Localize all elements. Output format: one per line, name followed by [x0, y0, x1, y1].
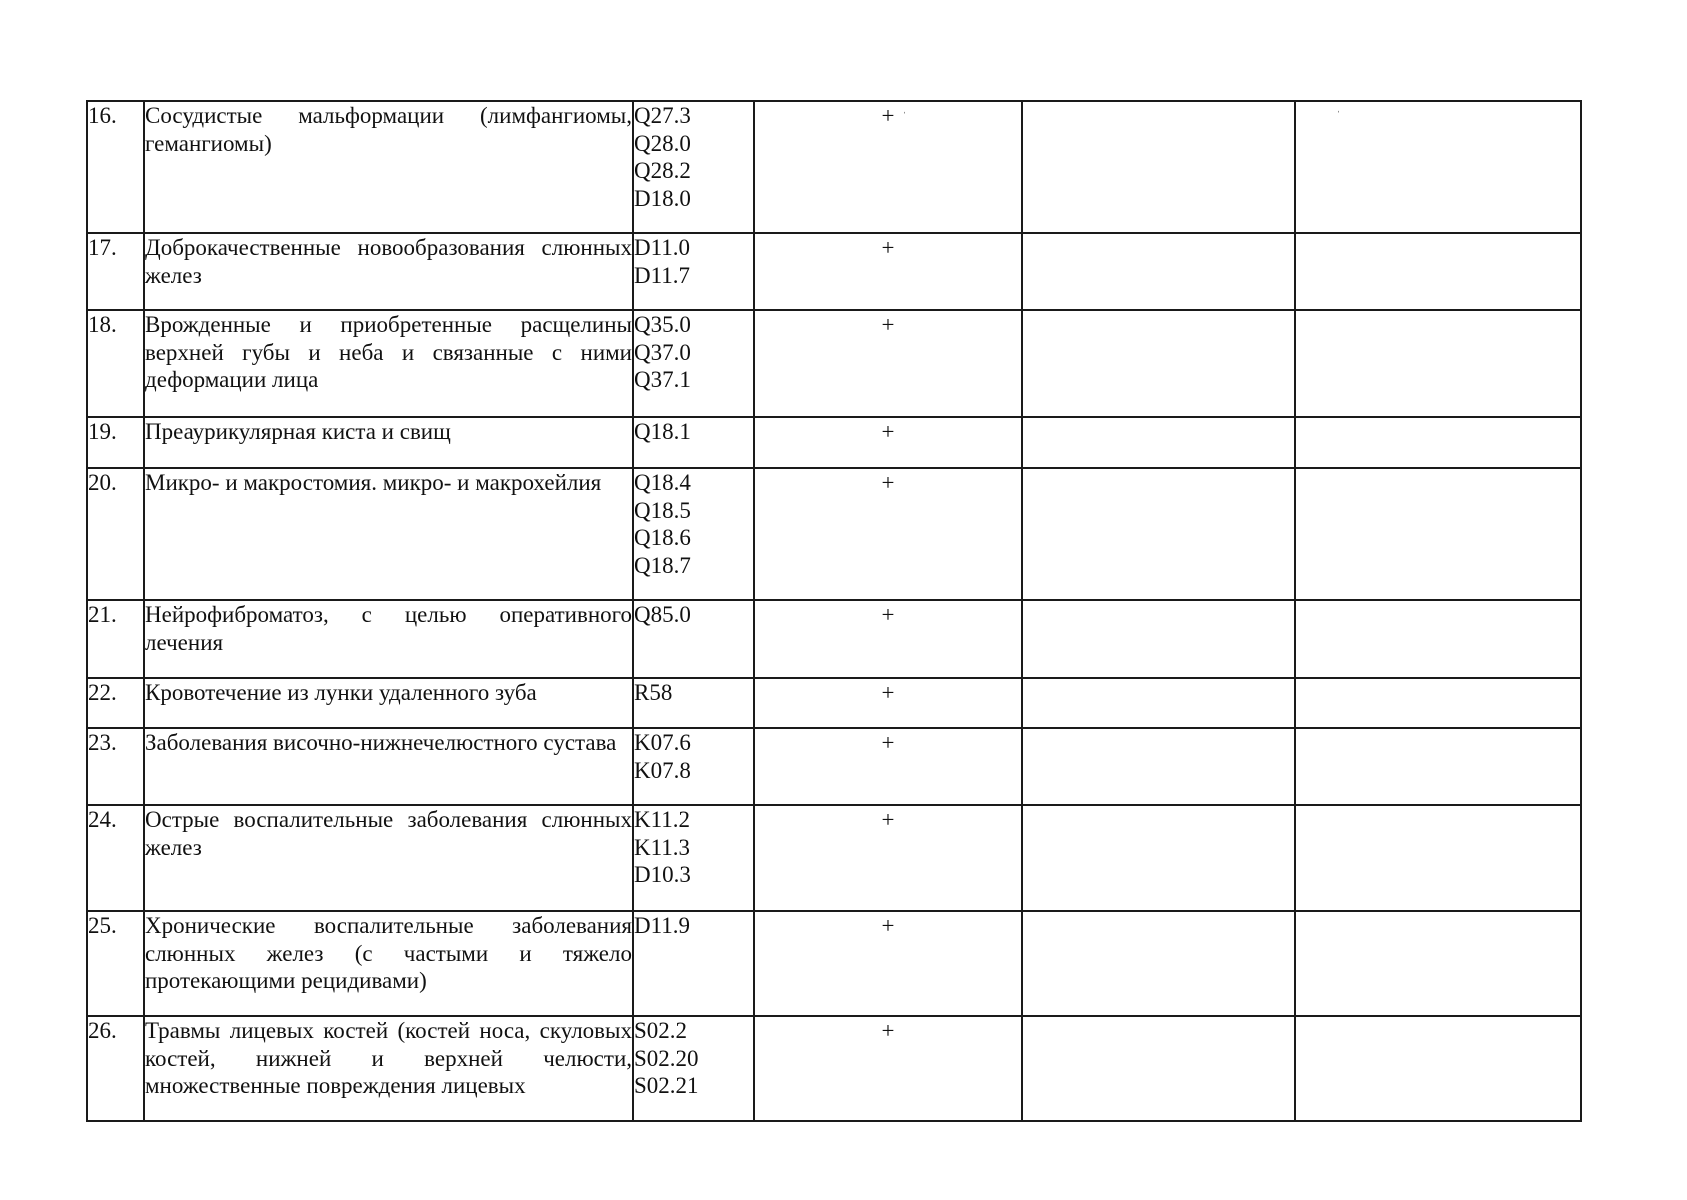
scan-tick-mark: ˈ [1337, 110, 1341, 121]
icd-code: D11.7 [634, 262, 691, 288]
icd-code: Q85.0 [634, 602, 691, 627]
empty-cell [1022, 678, 1295, 728]
empty-cell [1022, 911, 1295, 1016]
icd-code: D11.0 [634, 235, 691, 260]
plus-mark: + [754, 101, 1022, 233]
icd-code: K07.6 [634, 730, 691, 755]
icd-codes [633, 911, 754, 1016]
icd-code: Q35.0 [634, 312, 691, 337]
row-number: 22. [87, 678, 144, 728]
table-row [87, 233, 1581, 310]
diagnosis-name: Кровотечение из лунки удаленного зуба [144, 678, 633, 728]
row-number: 19. [87, 417, 144, 468]
icd-code: Q27.3 [634, 103, 691, 128]
icd-code: Q18.1 [634, 419, 691, 444]
plus-mark: + [754, 728, 1022, 805]
empty-cell [1022, 233, 1295, 310]
plus-mark: + [754, 911, 1022, 1016]
empty-cell [1295, 310, 1581, 417]
icd-codes [633, 678, 754, 728]
empty-cell [1022, 805, 1295, 911]
diagnosis-name: Нейрофиброматоз, с целью оперативного лечения [144, 600, 633, 678]
plus-mark: + [754, 805, 1022, 911]
row-number: 16. [87, 101, 144, 233]
empty-cell [1022, 417, 1295, 468]
table-row [87, 678, 1581, 728]
empty-cell [1295, 728, 1581, 805]
plus-mark: + [754, 417, 1022, 468]
plus-mark: + [754, 600, 1022, 678]
diagnosis-name: Доброкачественные новообразования слюнных желез [144, 233, 633, 310]
icd-code: Q37.1 [634, 367, 691, 392]
empty-cell [1022, 101, 1295, 233]
row-number: 18. [87, 310, 144, 417]
icd-code: Q37.0 [634, 339, 691, 365]
icd-code: S02.2 [634, 1018, 688, 1043]
icd-code: S02.21 [634, 1073, 699, 1098]
diagnosis-table-body [87, 101, 1581, 1121]
icd-codes [633, 805, 754, 911]
diagnosis-name: Острые воспалительные заболевания слюнных желез [144, 805, 633, 911]
table-row [87, 101, 1581, 233]
icd-code: K07.8 [634, 757, 691, 783]
empty-cell [1295, 101, 1581, 233]
icd-codes [633, 1016, 754, 1121]
row-number: 25. [87, 911, 144, 1016]
icd-codes [633, 600, 754, 678]
row-number: 23. [87, 728, 144, 805]
icd-codes [633, 101, 754, 233]
empty-cell [1022, 600, 1295, 678]
table-row [87, 600, 1581, 678]
icd-code: D18.0 [634, 185, 691, 211]
table-row [87, 468, 1581, 600]
plus-mark: + [754, 1016, 1022, 1121]
empty-cell [1022, 468, 1295, 600]
empty-cell [1022, 728, 1295, 805]
diagnosis-name: Заболевания височно-нижнечелюстного сустава [144, 728, 633, 805]
table-row [87, 728, 1581, 805]
empty-cell [1295, 600, 1581, 678]
diagnosis-name: Микро- и макростомия. микро- и макрохейлия [144, 468, 633, 600]
diagnosis-table [86, 100, 1582, 1122]
icd-code: Q18.7 [634, 552, 691, 578]
table-row [87, 1016, 1581, 1121]
diagnosis-name: Преаурикулярная киста и свищ [144, 417, 633, 468]
empty-cell [1295, 678, 1581, 728]
icd-code: K11.2 [634, 807, 691, 832]
diagnosis-name: Врожденные и приобретенные расщелины верхней губы и неба и связанные с ними деформации лица [144, 310, 633, 417]
empty-cell [1295, 233, 1581, 310]
diagnosis-name: Хронические воспалительные заболевания слюнных желез (с частыми и тяжело протекающими рецидивами) [144, 911, 633, 1016]
plus-mark: + [754, 468, 1022, 600]
empty-cell [1295, 805, 1581, 911]
table-row [87, 417, 1581, 468]
row-number: 26. [87, 1016, 144, 1121]
icd-code: K11.3 [634, 834, 691, 860]
table-row [87, 805, 1581, 911]
row-number: 17. [87, 233, 144, 310]
diagnosis-name: Сосудистые мальформации (лимфангиомы, гемангиомы) [144, 101, 633, 233]
icd-code: Q18.6 [634, 525, 691, 550]
plus-mark: + [754, 233, 1022, 310]
empty-cell [1295, 468, 1581, 600]
diagnosis-name: Травмы лицевых костей (костей носа, скуловых костей, нижней и верхней челюсти, множественные повреждения лицевых [144, 1016, 633, 1121]
icd-code: S02.20 [634, 1045, 699, 1071]
empty-cell [1022, 1016, 1295, 1121]
icd-code: Q28.2 [634, 158, 691, 183]
row-number: 20. [87, 468, 144, 600]
row-number: 24. [87, 805, 144, 911]
icd-code: D11.9 [634, 913, 691, 938]
scan-tick-mark: ˈ [903, 111, 907, 122]
icd-code: R58 [634, 680, 673, 705]
empty-cell [1295, 911, 1581, 1016]
empty-cell [1295, 417, 1581, 468]
icd-codes [633, 417, 754, 468]
icd-codes [633, 728, 754, 805]
plus-mark: + [754, 678, 1022, 728]
icd-codes [633, 233, 754, 310]
icd-code: D10.3 [634, 862, 691, 887]
table-row [87, 310, 1581, 417]
icd-codes [633, 468, 754, 600]
plus-mark: + [754, 310, 1022, 417]
empty-cell [1022, 310, 1295, 417]
icd-codes [633, 310, 754, 417]
empty-cell [1295, 1016, 1581, 1121]
table-row [87, 911, 1581, 1016]
icd-code: Q18.4 [634, 470, 691, 495]
row-number: 21. [87, 600, 144, 678]
icd-code: Q28.0 [634, 130, 691, 156]
icd-code: Q18.5 [634, 497, 691, 523]
